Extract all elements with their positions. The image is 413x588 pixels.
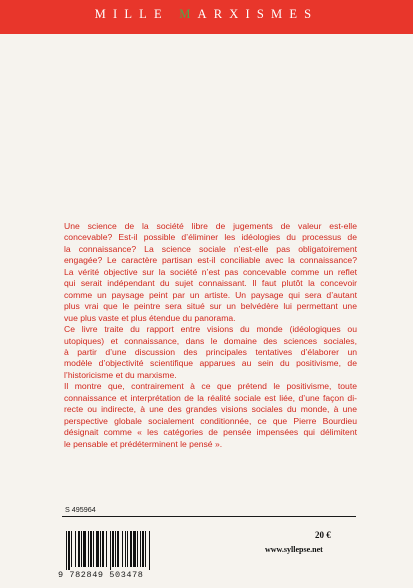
blurb-line: modèle d’objectivité scientifique apparues au sein du positivisme, de [64, 358, 357, 369]
barcode-bar [115, 531, 116, 567]
barcode-bar [149, 531, 150, 570]
blurb-line: utopiques) et connaissance, dans le domaine des sciences sociales, [64, 335, 357, 346]
barcode-bar [130, 531, 132, 567]
barcode-bar [102, 531, 104, 567]
barcode-bar [140, 531, 141, 567]
blurb-paragraph [64, 324, 357, 381]
barcode-bar [96, 531, 99, 567]
blurb-line: le pensable et prédéterminent le pensé ». [64, 438, 223, 449]
barcode-bar [127, 531, 128, 567]
barcode-bar [75, 531, 76, 567]
publisher-website: www.syllepse.net [265, 545, 323, 554]
blurb-line: concevable? Est-il possible d’éliminer les idéologies du processus de [64, 232, 357, 243]
barcode-bar [90, 531, 92, 567]
barcode-bar [71, 531, 72, 567]
barcode-bar [78, 531, 80, 567]
barcode-bar [68, 531, 70, 570]
barcode-bar [142, 531, 144, 567]
barcode-bar [117, 531, 119, 567]
barcode-bar [133, 531, 136, 567]
blurb-line: Ce livre traite du rapport entre visions du monde (idéologiques ou [64, 324, 357, 335]
barcode-bar [145, 531, 146, 567]
footer-rule [62, 516, 356, 517]
blurb-line: qui serait indépendant du sujet connaissant. Il faut plutôt la concevoir [64, 278, 357, 289]
blurb-line: plus vrai que le peintre sera situé sur un belvédère lui permettant une [64, 301, 357, 312]
blurb-line: la connaissance? La science sociale n’est-elle pas obligatoirement [64, 243, 357, 254]
blurb-paragraph [64, 381, 357, 450]
blurb-line: recte ou indirecte, à une des grandes visions sociales du monde, à une [64, 404, 357, 415]
blurb-line: à partir d’une discussion des principales tentatives d’élaborer un [64, 346, 357, 357]
blurb-line: vue plus vaste et plus étendue du panorama. [64, 312, 236, 323]
blurb-line: comme un paysage peint par un artiste. Un paysage qui sera d’autant [64, 289, 357, 300]
barcode-bar [83, 531, 86, 567]
barcode-bar [106, 531, 107, 567]
series-name-lead: MILLE [94, 7, 180, 21]
barcode-bar [112, 531, 114, 567]
blurb-paragraph [64, 221, 357, 324]
series-name [0, 7, 413, 22]
series-name-rest: ARXISMES [197, 7, 319, 21]
catalog-code: S 495964 [65, 505, 96, 514]
isbn-barcode [65, 531, 183, 570]
blurb-line: connaissance et interprétation de la réalité sociale est liée, d’une façon di- [64, 392, 357, 403]
blurb-line: La vérité objective sur la société n’est pas concevable comme un reflet [64, 266, 357, 277]
barcode-bar [137, 531, 138, 567]
price: 20 € [315, 530, 331, 540]
series-name-accent: M [179, 7, 198, 21]
barcode-bar [81, 531, 82, 567]
barcode-bar [100, 531, 101, 567]
blurb-line: engagée? Le caractère partisan est-il conciliable avec la connaissance? [64, 255, 357, 266]
barcode-bar [122, 531, 123, 567]
blurb-line: Il montre que, contrairement à ce que prétend le positivisme, toute [64, 381, 357, 392]
barcode-bar [110, 531, 111, 570]
barcode-bar [125, 531, 126, 567]
barcode-bar [66, 531, 67, 570]
barcode-bar [93, 531, 94, 567]
isbn-digits: 9 782849 503478 [58, 570, 144, 580]
back-cover-blurb [64, 221, 357, 450]
barcode-bar [88, 531, 89, 567]
blurb-line: désignait comme « les catégories de pensée impensées qui délimitent [64, 427, 357, 438]
blurb-line: perspective globale socialement conditionnée, ce que Pierre Bourdieu [64, 415, 357, 426]
blurb-line: Une science de la société libre de jugements de valeur est-elle [64, 221, 357, 231]
blurb-line: l’historicisme et du marxisme. [64, 369, 177, 380]
